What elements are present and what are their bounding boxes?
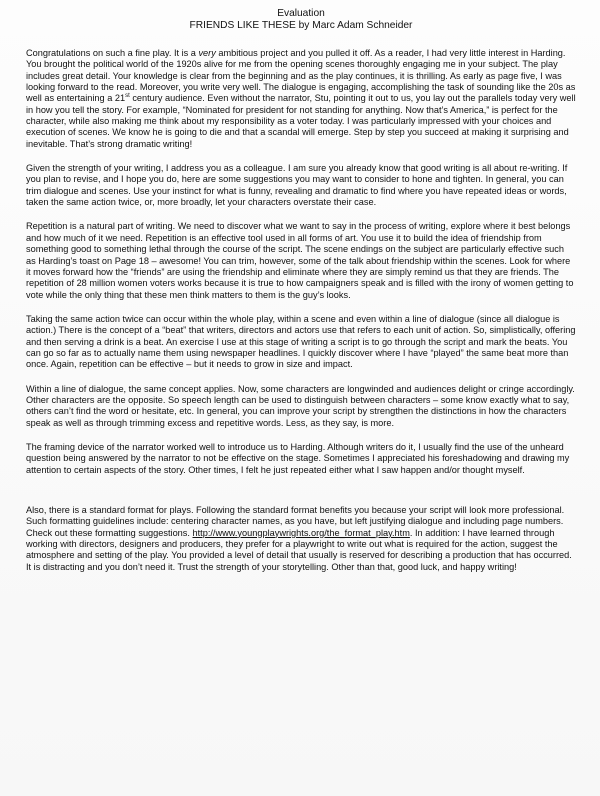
paragraph-rewriting: Given the strength of your writing, I address you as a colleague. I am sure you already know that good writing is all about re-writing. If you plan to revise, and I hope you do, here are some suggestions you may want to consider to hone and tighten. In general, you can trim dialogue and scenes. Use your instinct for what is funny, revealing and dramatic to find where you have repeated ideas or words, taken the same action twice, or, more broadly, let your characters overstate their case.: [26, 163, 568, 208]
document-subtitle: FRIENDS LIKE THESE by Marc Adam Schneider: [189, 20, 413, 31]
p7-text-a: Also, there is a standard format for plays. Following the standard format benefits you because your script will look more professional. Such formatting guidelines include: centering character names, as you have, but left justifying dialogue and including page numbers. Check out these formatting suggestions.: [26, 505, 565, 538]
document-title: Evaluation: [277, 8, 325, 19]
p7-text-b: . In addition: I have learned through working with directors, designers and producers, they prefer for a playwright to write out what is required for the action, suggest the atmosphere and setting of the play. You provided a level of detail that usually is reserved for describing a production that has occurred. It is distracting and you don’t need it. Trust the strength of your storytelling. Other than that, good luck, and happy writing!: [26, 527, 572, 572]
paragraph-praise: [26, 48, 576, 150]
format-guide-link[interactable]: http://www.youngplaywrights.org/the_format_play.htm: [192, 527, 410, 538]
p1-text-b: ambitious project and you pulled it off. As a reader, I had very little interest in Harding. You brought the political world of the 1920s alive for me from the opening scenes thoroughly engaging me in your subject. The play includes great detail. Your knowledge is clear from the beginning and as the play continues, it is thrilling. As early as page five, I was looking forward to the read. Moreover, you write very well. The dialogue is engaging, accomplishing the task of sounding like the 20s as well as entertaining a 21: [26, 48, 576, 104]
document-header: [26, 8, 576, 32]
paragraph-dialogue: Within a line of dialogue, the same concept applies. Now, some characters are longwinded and audiences delight or cringe accordingly. Other characters are the opposite. So speech length can be used to distinguish between characters – some know exactly what to say, others can’t find the word or hesitate, etc. In general, you can improve your script by strengthen the distinctions in how the characters speak as well as through trimming excess and repetitive words. Less, as they say, is more.: [26, 383, 575, 428]
paragraph-beats: Taking the same action twice can occur within the whole play, within a scene and even within a line of dialogue (since all dialogue is action.) There is the concept of a “beat” that writers, directors and actors use that refers to each unit of action. So, simplistically, offering and then serving a drink is a beat. An exercise I use at this stage of writing a script is to go through the script and mark the beats. You can go so far as to actually name them using newspaper headlines. I quickly discover where I have “played” the same beat more than once. Again, repetition can be effective – but it needs to grow in size and impact.: [26, 313, 576, 370]
p1-superscript: st: [125, 93, 130, 100]
p1-text-a: Congratulations on such a fine play. It is a: [26, 48, 199, 58]
paragraph-narrator: The framing device of the narrator worked well to introduce us to Harding. Although writers do it, I usually find the use of the unheard question being answered by the narrator to not be effective on the stage. Sometimes I appreciated his foreshadowing and drawing my attention to certain aspects of the story. Other times, I felt he just repeated either what I saw happen and/or thought myself.: [26, 441, 570, 475]
p1-emphasis: very: [198, 48, 216, 58]
paragraph-format: [26, 505, 576, 573]
p1-text-c: century audience. Even without the narrator, Stu, pointing it out to us, you lay out the parallels today very well in how you tell the story. For example, “Nominated for president for not standing for anything. Now that’s America,” is perfect for the character, while also making me think about my responsibility as a voter today. I was particularly impressed with your choices and execution of scenes. We know he is going to die and that a scandal will emerge. Step by step you succeed at making it surprising and inevitable. That’s strong dramatic writing!: [26, 93, 576, 149]
paragraph-repetition: Repetition is a natural part of writing. We need to discover what we want to say in the process of writing, explore where it best belongs and how much of it we need. Repetition is an effective tool used in all forms of art. You use it to build the idea of friendship from something good to something lethal through the course of the script. The scene endings on the subject are particularly effective such as Harding’s toast on Page 18 – awesome! You can trim, however, some of the talk about friendship within the scenes. Look for where it moves forward how the “friends” are using the friendship and eliminate where they are simply remind us that they are friends. The repetition of 28 million women voters works because it is true to how campaigners speak and is filled with the irony of women getting to vote while the only thing that these men think matters to them is the guy’s looks.: [26, 221, 574, 300]
